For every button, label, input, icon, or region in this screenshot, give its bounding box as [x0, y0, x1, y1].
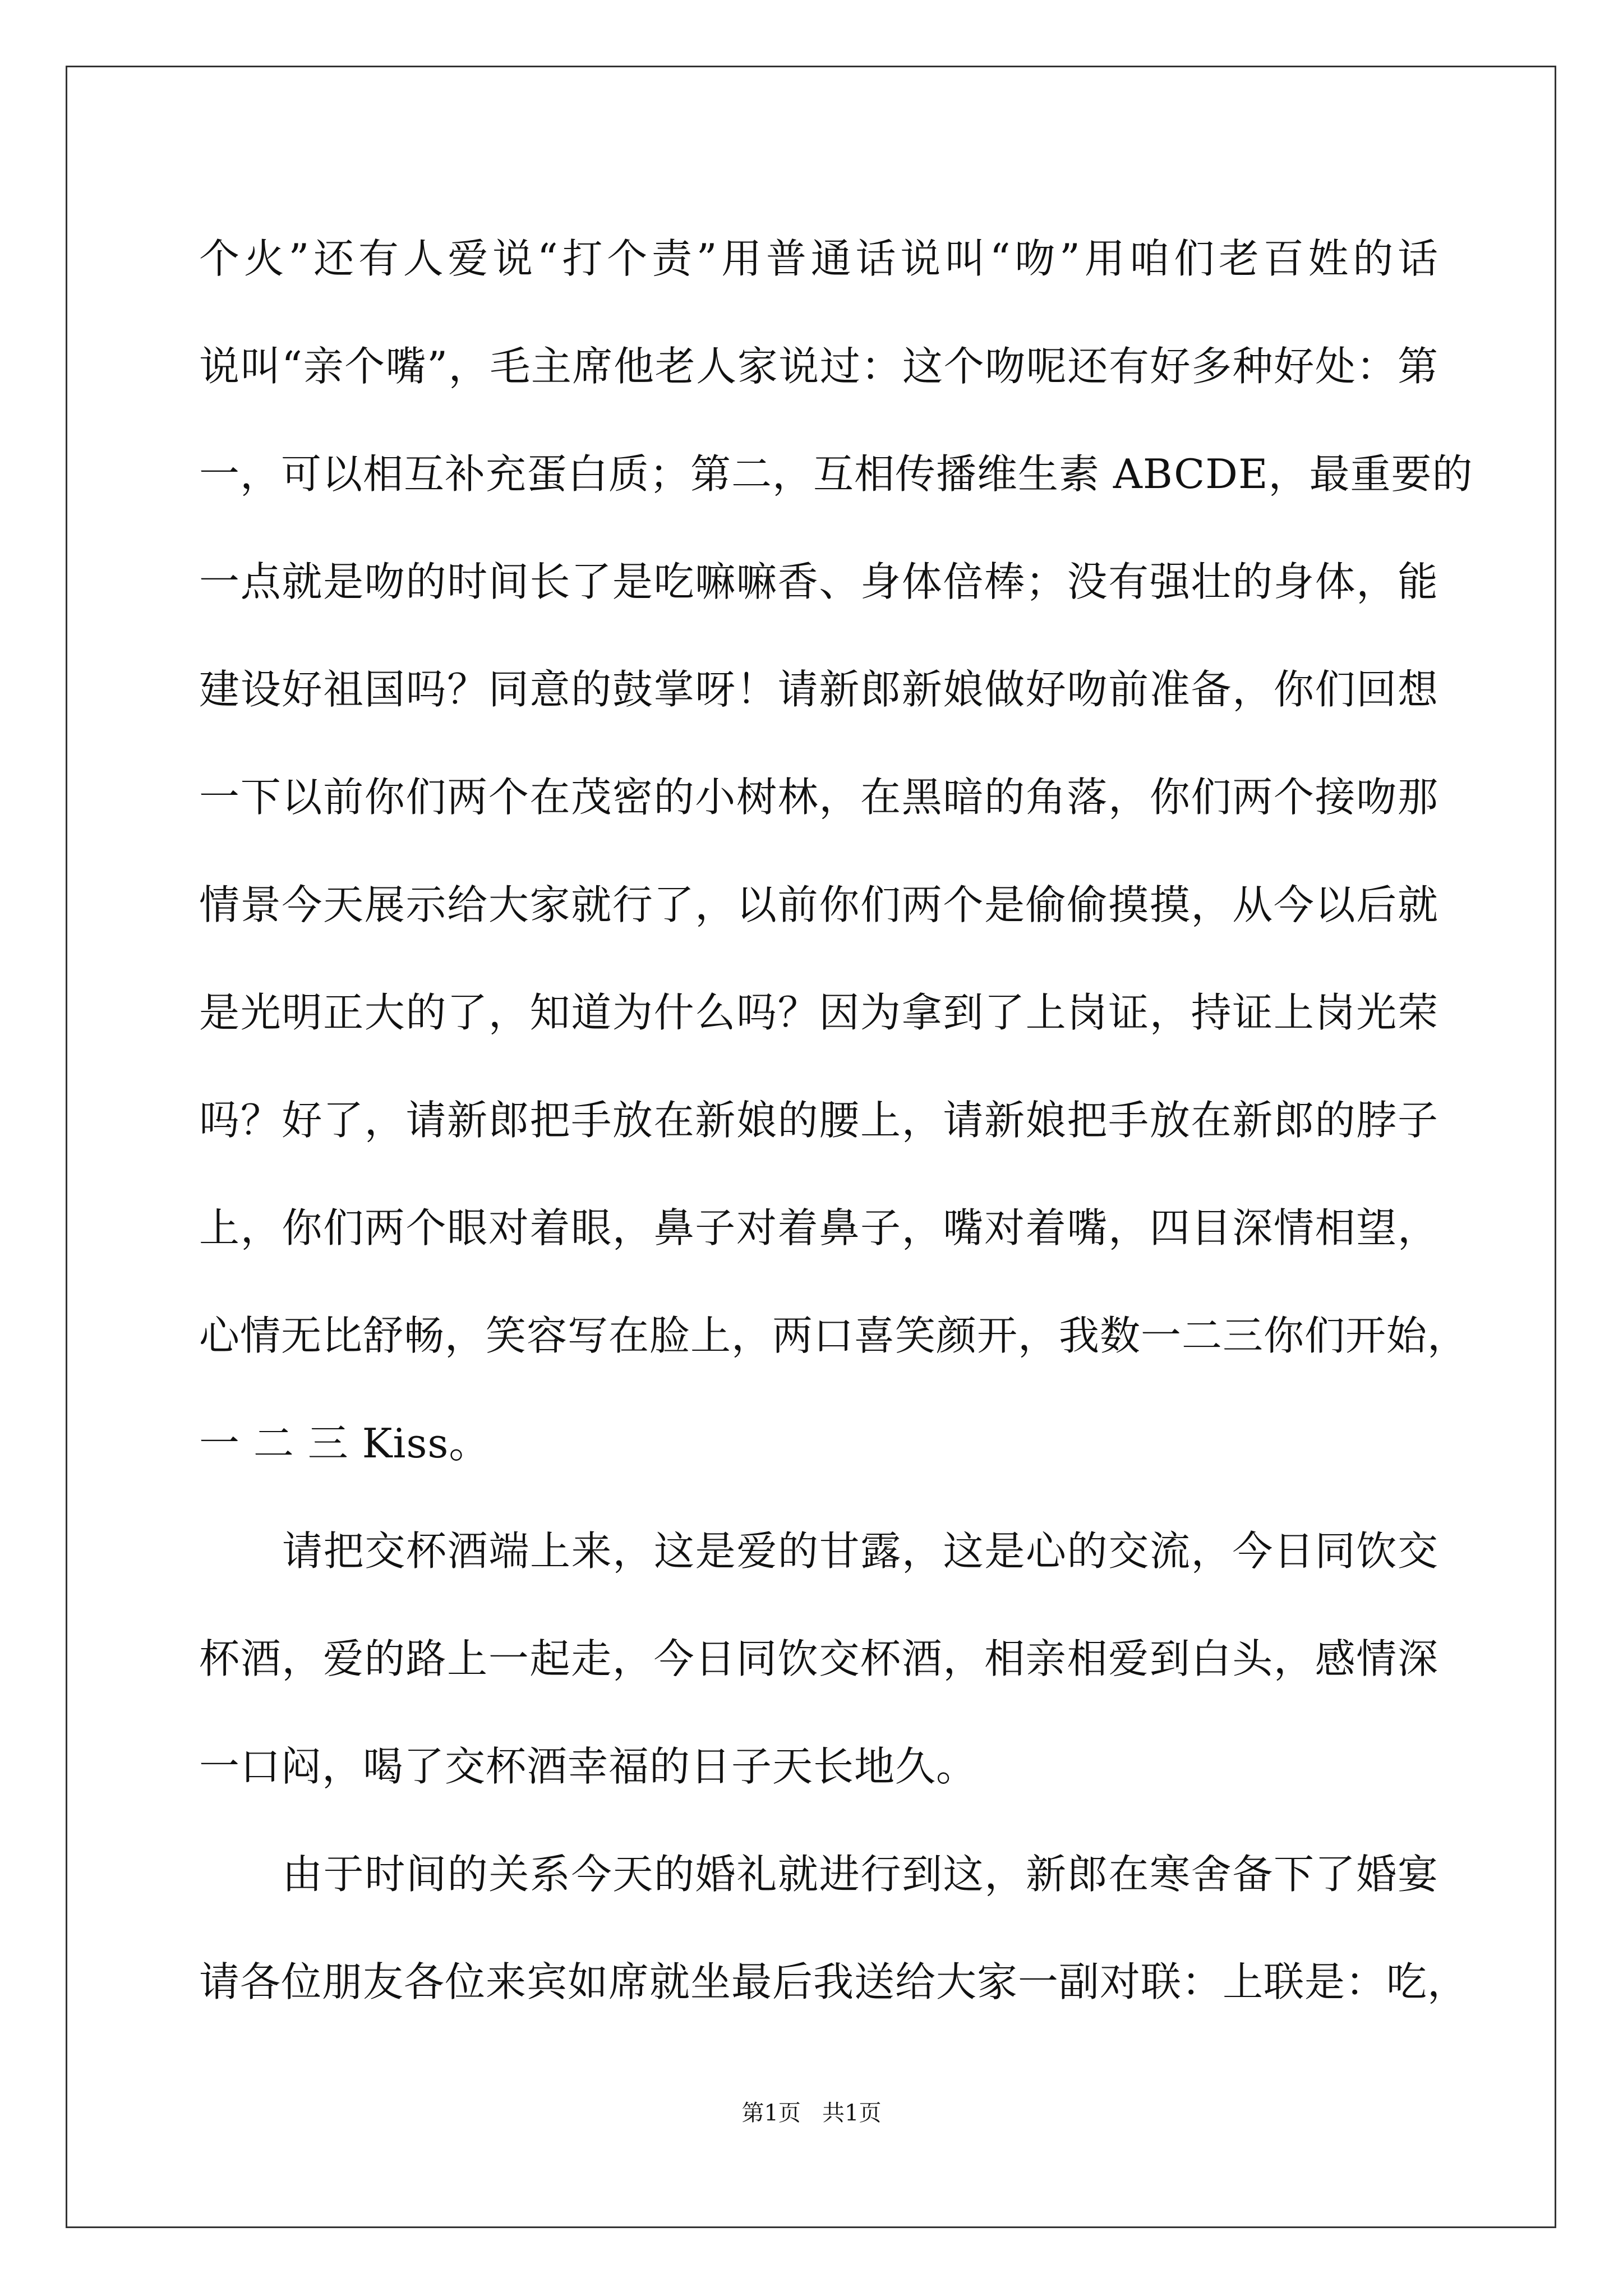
text-line: 一 二 三 Kiss。 [199, 1420, 490, 1467]
text-line: 一下以前你们两个在茂密的小树林，在黑暗的角落，你们两个接吻那 [199, 774, 1438, 821]
document-body [199, 205, 1473, 2036]
page-number-footer: 第1页 共1页 [741, 2100, 882, 2126]
text-line: 一口闷，喝了交杯酒幸福的日子天长地久。 [199, 1743, 978, 1790]
text-line: 情景今天展示给大家就行了，以前你们两个是偷偷摸摸，从今以后就 [199, 881, 1438, 928]
paragraph-1 [199, 205, 1473, 1497]
text-line: 是光明正大的了，知道为什么吗？因为拿到了上岗证，持证上岗光荣 [199, 989, 1438, 1036]
text-line: 由于时间的关系今天的婚礼就进行到这，新郎在寒舍备下了婚宴 [282, 1851, 1438, 1898]
paragraph-3 [199, 1820, 1469, 2036]
text-line: 心情无比舒畅，笑容写在脸上，两口喜笑颜开，我数一二三你们开始， [199, 1312, 1469, 1359]
text-line: 说叫“亲个嘴”，毛主席他老人家说过：这个吻呢还有好多种好处：第 [199, 343, 1438, 390]
text-line: 杯酒，爱的路上一起走，今日同饮交杯酒，相亲相爱到白头，感情深 [199, 1635, 1438, 1682]
text-line: 请各位朋友各位来宾如席就坐最后我送给大家一副对联：上联是：吃， [199, 1958, 1469, 2005]
text-line: 一点就是吻的时间长了是吃嘛嘛香、身体倍棒；没有强壮的身体，能 [199, 558, 1438, 605]
text-line: 吗？好了，请新郎把手放在新娘的腰上，请新娘把手放在新郎的脖子 [199, 1097, 1438, 1144]
text-line: 建设好祖国吗？同意的鼓掌呀！请新郎新娘做好吻前准备，你们回想 [199, 666, 1438, 713]
text-line: 请把交杯酒端上来，这是爱的甘露，这是心的交流，今日同饮交 [282, 1527, 1438, 1575]
text-line: 个火”还有人爱说“打个责”用普通话说叫“吻”用咱们老百姓的话 [199, 235, 1438, 282]
text-line: 一，可以相互补充蛋白质；第二，互相传播维生素 ABCDE，最重要的 [199, 450, 1473, 498]
text-line: 上，你们两个眼对着眼，鼻子对着鼻子，嘴对着嘴，四目深情相望， [199, 1204, 1438, 1251]
paragraph-2 [199, 1497, 1438, 1820]
